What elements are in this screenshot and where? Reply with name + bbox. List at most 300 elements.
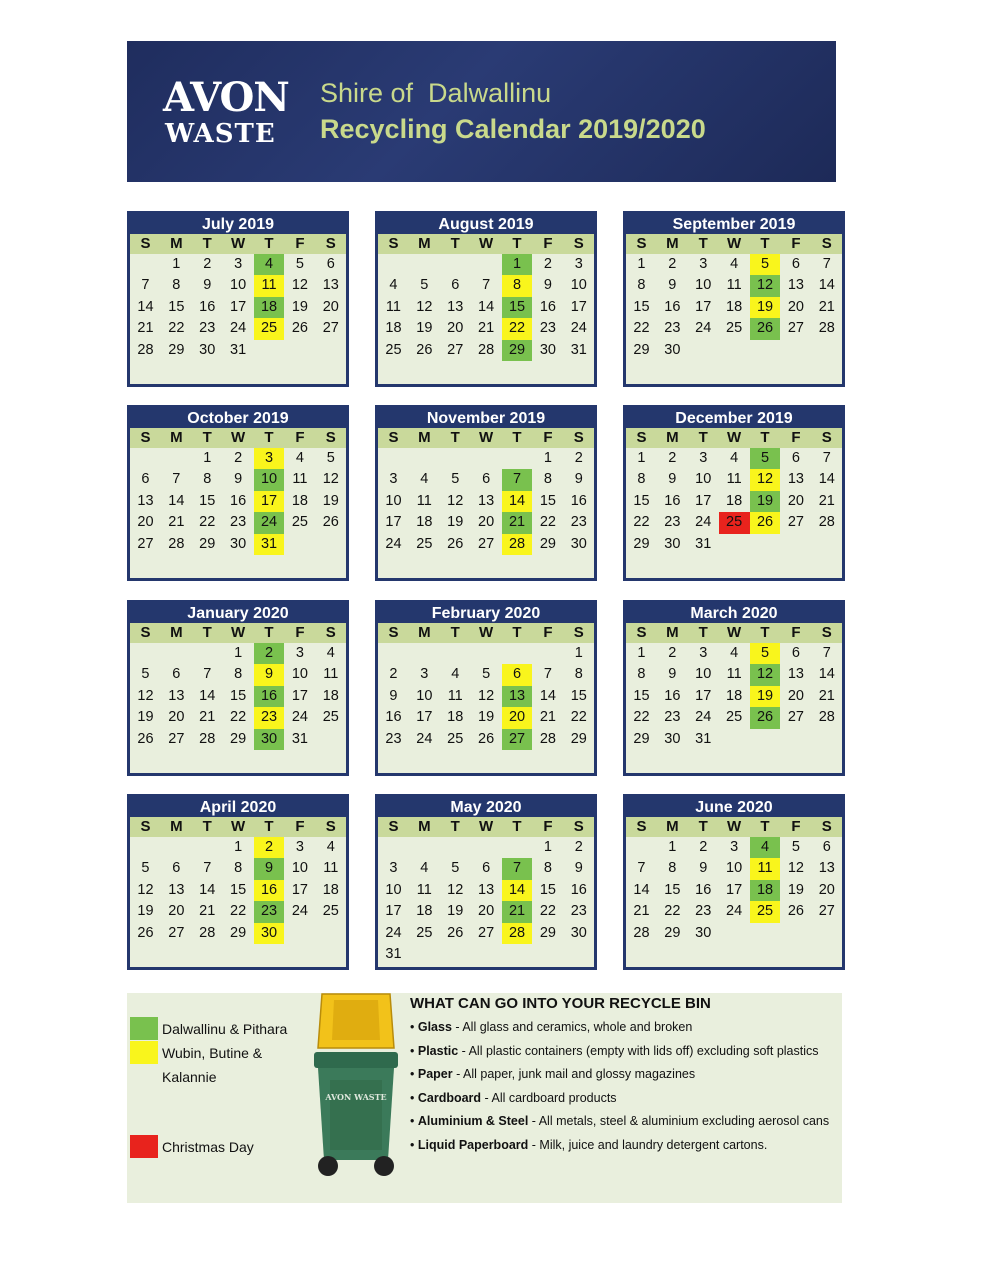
day-cell-green: 24 [254, 512, 285, 533]
empty-day [130, 837, 161, 858]
empty-day [440, 837, 471, 858]
day-cell: 1 [543, 450, 552, 466]
day-cell: 28 [539, 730, 556, 747]
weekday-header: T [254, 623, 285, 643]
day-cell: 10 [416, 687, 433, 704]
day-cell: 16 [199, 298, 216, 315]
day-cell: 17 [230, 298, 247, 315]
day-cell: 3 [295, 645, 304, 661]
day-cell: 9 [699, 860, 708, 877]
weekday-header: S [563, 817, 594, 837]
day-cell: 9 [574, 860, 583, 877]
weekday-header: S [315, 817, 346, 837]
legend-yellow-swatch [130, 1041, 158, 1064]
day-grid [626, 817, 842, 944]
day-cell: 14 [818, 666, 835, 683]
day-cell: 7 [543, 666, 552, 683]
day-cell: 18 [291, 492, 308, 509]
day-cell: 28 [199, 924, 216, 941]
recycle-item-name: Liquid Paperboard [417, 1137, 529, 1152]
day-cell: 11 [416, 881, 432, 898]
recycle-item-desc: - Milk, juice and laundry detergent cartons. [528, 1137, 768, 1152]
day-cell-green: 7 [502, 469, 533, 490]
recycle-item-desc: - All cardboard products [481, 1090, 617, 1105]
day-cell: 20 [787, 298, 804, 315]
weekday-header: S [626, 234, 657, 254]
empty-day [471, 254, 502, 275]
day-cell-green: 21 [502, 901, 533, 922]
day-cell: 27 [478, 535, 495, 552]
day-cell: 22 [664, 903, 681, 920]
day-cell: 6 [482, 860, 491, 877]
day-cell: 2 [668, 256, 677, 272]
empty-day [378, 448, 409, 469]
day-grid [130, 623, 346, 750]
weekday-header: W [719, 234, 750, 254]
page-title: Recycling Calendar 2019/2020 [320, 114, 706, 144]
day-cell: 20 [818, 881, 835, 898]
day-cell: 17 [695, 492, 712, 509]
day-cell: 27 [137, 535, 154, 552]
weekday-header: W [223, 234, 254, 254]
day-cell: 23 [570, 514, 587, 531]
day-cell: 31 [385, 945, 402, 962]
day-cell: 14 [818, 277, 835, 294]
day-cell: 3 [699, 256, 708, 272]
day-cell: 1 [668, 839, 677, 855]
day-cell: 12 [478, 687, 495, 704]
weekday-header: F [780, 428, 811, 448]
month-calendar [623, 405, 845, 581]
weekday-header: T [440, 428, 471, 448]
month-calendar [375, 794, 597, 970]
weekday-header: S [811, 623, 842, 643]
day-cell: 11 [292, 471, 308, 488]
day-cell: 16 [539, 298, 556, 315]
day-cell: 5 [295, 256, 304, 272]
month-title: July 2019 [130, 214, 346, 234]
weekday-header: M [657, 817, 688, 837]
weekday-header: S [626, 623, 657, 643]
day-cell: 10 [726, 860, 743, 877]
day-cell: 21 [199, 709, 216, 726]
weekday-header: S [130, 817, 161, 837]
weekday-header: W [223, 623, 254, 643]
avon-waste-logo [163, 75, 303, 155]
day-cell: 8 [234, 860, 243, 877]
weekday-header: M [657, 428, 688, 448]
weekday-header: W [719, 623, 750, 643]
day-cell: 30 [664, 730, 681, 747]
day-cell: 27 [787, 709, 804, 726]
day-cell-yellow: 26 [750, 512, 781, 533]
month-title: October 2019 [130, 408, 346, 428]
weekday-header: T [502, 234, 533, 254]
day-cell: 27 [787, 514, 804, 531]
empty-day [409, 254, 440, 275]
day-cell: 24 [416, 730, 433, 747]
empty-day [440, 643, 471, 664]
day-cell: 29 [539, 535, 556, 552]
day-cell: 15 [664, 881, 681, 898]
shire-name: Shire of Dalwallinu [320, 78, 552, 108]
weekday-header: T [440, 234, 471, 254]
day-cell: 30 [539, 341, 556, 358]
day-cell: 26 [291, 320, 308, 337]
day-cell: 19 [322, 492, 339, 509]
weekday-header: T [254, 234, 285, 254]
day-cell: 23 [199, 320, 216, 337]
day-cell-green: 12 [750, 664, 781, 685]
legend-green-label: Dalwallinu & Pithara [162, 1021, 288, 1037]
weekday-header: W [471, 817, 502, 837]
day-cell: 1 [543, 839, 552, 855]
day-cell: 25 [322, 903, 339, 920]
day-cell: 29 [230, 730, 247, 747]
empty-day [192, 837, 223, 858]
weekday-header: S [315, 234, 346, 254]
day-cell: 30 [695, 924, 712, 941]
day-cell: 6 [791, 256, 800, 272]
day-cell-green: 12 [750, 275, 781, 296]
day-cell: 1 [234, 839, 243, 855]
day-cell: 3 [574, 256, 583, 272]
day-cell: 17 [416, 709, 433, 726]
day-cell: 22 [570, 709, 587, 726]
day-cell-yellow: 16 [254, 880, 285, 901]
day-cell: 21 [539, 709, 556, 726]
day-cell-yellow: 28 [502, 923, 533, 944]
weekday-header: T [192, 428, 223, 448]
weekday-header: T [750, 817, 781, 837]
weekday-header: F [532, 428, 563, 448]
day-cell: 11 [385, 298, 401, 315]
day-cell: 4 [326, 645, 335, 661]
weekday-header: M [409, 623, 440, 643]
day-cell: 31 [695, 730, 712, 747]
day-cell: 17 [695, 298, 712, 315]
day-cell: 12 [291, 277, 308, 294]
day-cell: 25 [416, 924, 433, 941]
legend-red-swatch [130, 1135, 158, 1158]
day-cell: 31 [291, 730, 308, 747]
day-cell: 3 [389, 860, 398, 877]
weekday-header: W [471, 623, 502, 643]
empty-day [471, 448, 502, 469]
empty-day [378, 837, 409, 858]
day-cell: 28 [478, 341, 495, 358]
recycle-item: • Plastic - All plastic containers (empty with lids off) excluding soft plastics [410, 1043, 819, 1058]
day-cell: 17 [291, 687, 308, 704]
day-cell: 3 [389, 471, 398, 488]
day-cell: 8 [668, 860, 677, 877]
day-cell: 12 [416, 298, 433, 315]
day-cell: 11 [323, 860, 339, 877]
day-cell: 16 [385, 709, 402, 726]
weekday-header: F [284, 428, 315, 448]
day-cell: 1 [172, 256, 181, 272]
day-cell: 24 [570, 320, 587, 337]
day-cell: 8 [574, 666, 583, 683]
recycle-items [410, 1016, 840, 1157]
day-cell: 28 [818, 320, 835, 337]
day-cell: 2 [699, 839, 708, 855]
empty-day [409, 837, 440, 858]
empty-day [502, 448, 533, 469]
day-cell: 6 [172, 860, 181, 877]
day-cell: 1 [637, 645, 646, 661]
day-cell: 10 [695, 666, 712, 683]
day-cell: 1 [637, 256, 646, 272]
day-cell: 19 [137, 709, 154, 726]
empty-day [130, 643, 161, 664]
day-cell: 24 [291, 709, 308, 726]
day-cell: 2 [668, 645, 677, 661]
day-grid [130, 817, 346, 944]
day-cell: 15 [168, 298, 185, 315]
month-calendar [375, 405, 597, 581]
day-cell: 12 [447, 492, 464, 509]
day-cell: 28 [199, 730, 216, 747]
day-cell: 24 [726, 903, 743, 920]
day-cell: 22 [168, 320, 185, 337]
recycle-item: • Liquid Paperboard - Milk, juice and laundry detergent cartons. [410, 1137, 768, 1152]
day-cell: 13 [787, 277, 804, 294]
day-cell: 11 [726, 666, 742, 683]
day-cell: 17 [570, 298, 587, 315]
day-cell: 29 [168, 341, 185, 358]
day-cell: 10 [291, 666, 308, 683]
day-cell: 5 [141, 666, 150, 683]
legend-yellow-label-2: Kalannie [162, 1069, 217, 1085]
weekday-header: S [563, 234, 594, 254]
day-cell-yellow: 5 [750, 254, 781, 275]
weekday-header: T [502, 428, 533, 448]
day-cell-green: 27 [502, 729, 533, 750]
legend-yellow-label-1: Wubin, Butine & [162, 1045, 263, 1061]
day-cell: 31 [230, 341, 247, 358]
day-cell: 7 [822, 256, 831, 272]
month-calendar [127, 211, 349, 387]
day-cell: 3 [730, 839, 739, 855]
day-cell: 30 [664, 535, 681, 552]
day-cell-yellow: 28 [502, 534, 533, 555]
day-cell: 5 [482, 666, 491, 683]
recycle-item-name: Glass [417, 1020, 452, 1034]
day-cell: 14 [168, 492, 185, 509]
day-cell-yellow: 31 [254, 534, 285, 555]
day-cell: 27 [478, 924, 495, 941]
day-cell: 25 [385, 341, 402, 358]
weekday-header: M [409, 428, 440, 448]
day-cell: 21 [818, 298, 835, 315]
day-cell: 4 [420, 471, 429, 488]
weekday-header: M [409, 234, 440, 254]
day-cell: 29 [539, 924, 556, 941]
day-cell: 23 [385, 730, 402, 747]
month-title: March 2020 [626, 603, 842, 623]
weekday-header: F [284, 623, 315, 643]
weekday-header: S [130, 234, 161, 254]
logo-avon: AVON [163, 74, 289, 121]
day-cell: 26 [447, 535, 464, 552]
day-cell-green: 7 [502, 858, 533, 879]
recycle-item-name: Cardboard [417, 1090, 482, 1105]
day-cell: 13 [168, 687, 185, 704]
recycle-item-name: Aluminium & Steel [417, 1114, 529, 1128]
month-calendar [623, 211, 845, 387]
weekday-header: M [657, 623, 688, 643]
weekday-header: F [780, 817, 811, 837]
day-cell: 19 [447, 903, 464, 920]
weekday-header: S [315, 428, 346, 448]
day-cell: 9 [668, 277, 677, 294]
day-cell-green: 13 [502, 686, 533, 707]
day-cell: 5 [420, 277, 429, 294]
day-cell: 15 [633, 492, 650, 509]
day-cell: 6 [451, 277, 460, 294]
empty-day [192, 643, 223, 664]
day-cell: 21 [168, 514, 185, 531]
day-cell: 24 [230, 320, 247, 337]
day-cell: 17 [385, 903, 402, 920]
recycle-item-desc: - All metals, steel & aluminium excluding aerosol cans [528, 1114, 830, 1128]
day-cell: 2 [389, 666, 398, 683]
weekday-header: F [780, 623, 811, 643]
empty-day [161, 448, 192, 469]
day-cell: 18 [726, 298, 743, 315]
day-cell: 24 [695, 709, 712, 726]
month-title: April 2020 [130, 797, 346, 817]
day-cell: 26 [416, 341, 433, 358]
day-cell: 13 [478, 881, 495, 898]
weekday-header: S [378, 428, 409, 448]
day-cell: 13 [137, 492, 154, 509]
day-cell-yellow: 14 [502, 880, 533, 901]
recycle-item: • Glass - All glass and ceramics, whole and broken [410, 1020, 693, 1034]
day-cell: 24 [291, 903, 308, 920]
day-cell-green: 10 [254, 469, 285, 490]
weekday-header: T [440, 817, 471, 837]
day-cell: 15 [633, 298, 650, 315]
day-cell: 22 [230, 903, 247, 920]
day-cell: 2 [234, 450, 243, 466]
day-cell: 9 [203, 277, 212, 294]
day-cell: 5 [791, 839, 800, 855]
day-cell: 16 [570, 881, 587, 898]
day-cell: 7 [141, 277, 150, 294]
weekday-header: F [532, 623, 563, 643]
day-cell-green: 30 [254, 729, 285, 750]
day-cell: 27 [168, 924, 185, 941]
empty-day [378, 254, 409, 275]
day-grid [626, 623, 842, 750]
day-cell: 17 [291, 881, 308, 898]
day-cell: 15 [230, 687, 247, 704]
day-cell: 8 [203, 471, 212, 488]
day-cell: 24 [385, 924, 402, 941]
day-cell: 16 [230, 492, 247, 509]
day-cell: 28 [818, 514, 835, 531]
day-cell: 25 [726, 709, 743, 726]
day-cell-red: 25 [719, 512, 750, 533]
weekday-header: S [130, 623, 161, 643]
day-cell: 8 [543, 860, 552, 877]
day-cell: 31 [570, 341, 587, 358]
weekday-header: W [223, 817, 254, 837]
weekday-header: T [254, 428, 285, 448]
day-cell: 20 [447, 320, 464, 337]
weekday-header: T [688, 817, 719, 837]
day-cell: 2 [203, 256, 212, 272]
day-cell: 13 [168, 881, 185, 898]
day-cell: 10 [385, 881, 402, 898]
weekday-header: W [471, 234, 502, 254]
weekday-header: S [315, 623, 346, 643]
day-cell-yellow: 9 [254, 664, 285, 685]
day-cell: 20 [168, 709, 185, 726]
day-cell: 27 [322, 320, 339, 337]
weekday-header: F [780, 234, 811, 254]
day-cell: 12 [137, 687, 154, 704]
month-title: August 2019 [378, 214, 594, 234]
day-cell: 19 [787, 881, 804, 898]
recycle-item-desc: - All paper, junk mail and glossy magazines [452, 1067, 696, 1081]
day-cell: 11 [447, 687, 463, 704]
day-cell: 29 [230, 924, 247, 941]
weekday-header: W [223, 428, 254, 448]
day-cell: 23 [570, 903, 587, 920]
weekday-header: F [532, 234, 563, 254]
day-cell: 14 [539, 687, 556, 704]
day-cell: 14 [137, 298, 154, 315]
day-cell: 11 [726, 277, 742, 294]
empty-day [471, 837, 502, 858]
weekday-header: W [719, 817, 750, 837]
day-cell: 3 [699, 645, 708, 661]
day-cell: 30 [199, 341, 216, 358]
empty-day [378, 643, 409, 664]
day-cell: 15 [633, 687, 650, 704]
day-cell: 25 [416, 535, 433, 552]
day-cell-yellow: 2 [254, 837, 285, 858]
day-cell-green: 29 [502, 340, 533, 361]
day-cell-yellow: 3 [254, 448, 285, 469]
weekday-header: F [284, 817, 315, 837]
day-cell: 3 [699, 450, 708, 466]
recycle-bin-icon [308, 990, 404, 1180]
day-cell: 12 [447, 881, 464, 898]
day-cell-green: 2 [254, 643, 285, 664]
weekday-header: W [471, 428, 502, 448]
day-cell: 28 [818, 709, 835, 726]
day-cell: 28 [168, 535, 185, 552]
day-cell: 18 [726, 687, 743, 704]
day-cell: 13 [818, 860, 835, 877]
empty-day [502, 643, 533, 664]
day-cell-yellow: 11 [750, 858, 781, 879]
day-cell-yellow: 23 [254, 707, 285, 728]
day-cell: 25 [447, 730, 464, 747]
day-cell: 26 [137, 730, 154, 747]
day-cell-green: 23 [254, 901, 285, 922]
day-cell: 19 [447, 514, 464, 531]
day-cell: 21 [818, 687, 835, 704]
day-cell: 30 [230, 535, 247, 552]
day-cell-green: 18 [750, 880, 781, 901]
day-cell: 15 [539, 881, 556, 898]
day-cell-green: 4 [750, 837, 781, 858]
